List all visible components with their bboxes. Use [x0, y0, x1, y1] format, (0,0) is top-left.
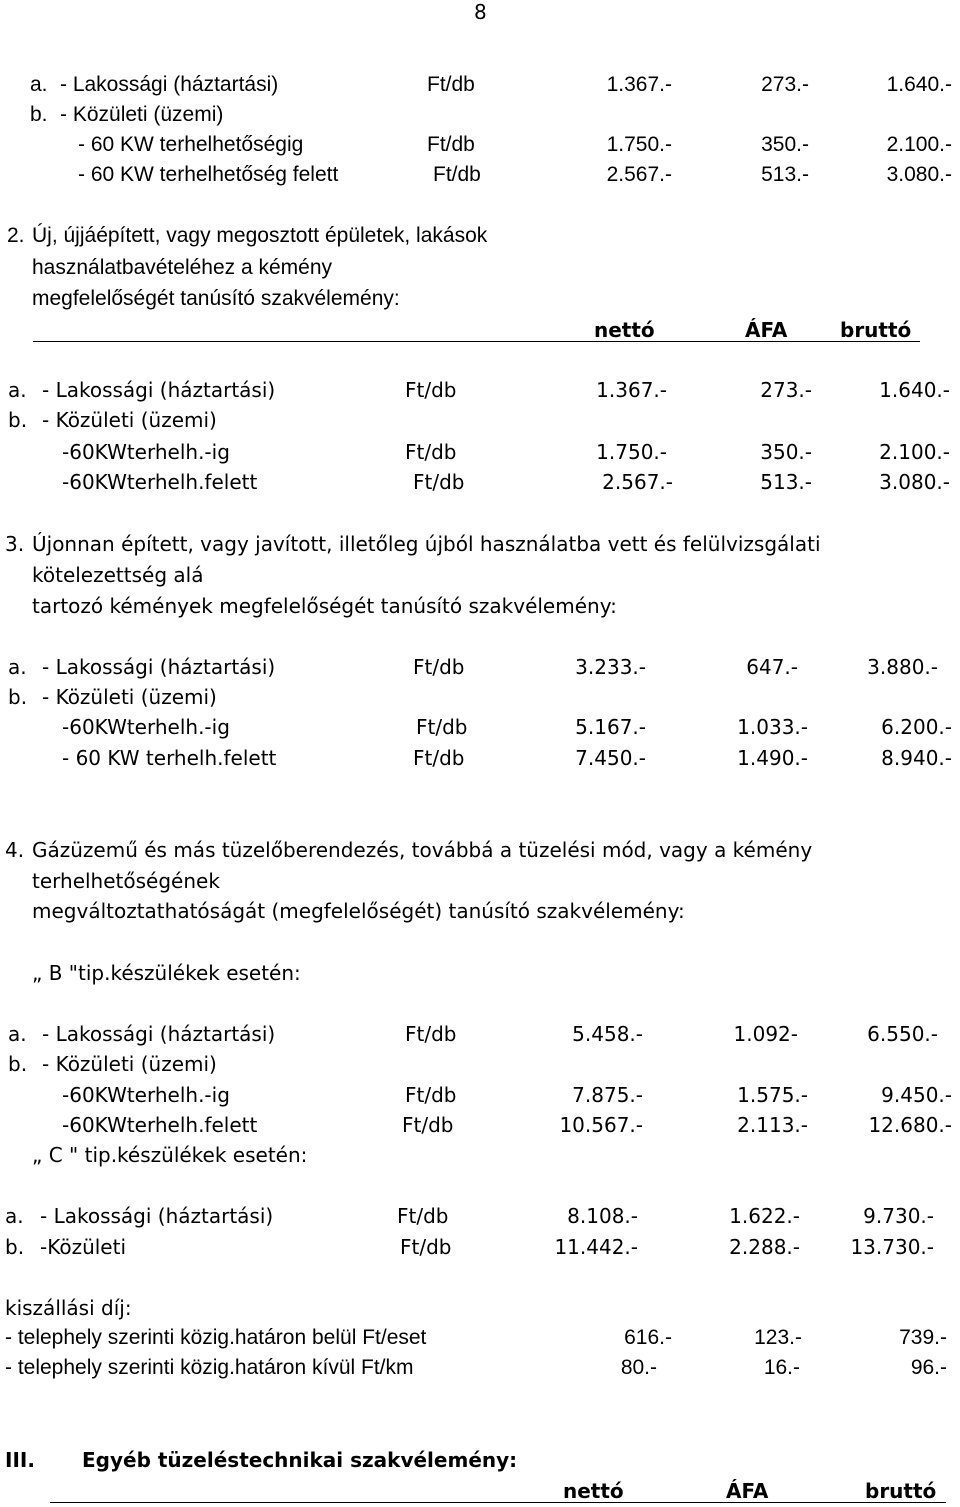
section-heading: megváltoztathatóságát (megfelelőségét) tanúsító szakvélemény: [32, 899, 685, 923]
row-netto: 1.750.- [606, 133, 672, 156]
row-label: - Lakossági (háztartási) [42, 378, 276, 402]
header-underline [50, 1502, 946, 1503]
row-unit: Ft/db [413, 655, 465, 679]
row-netto: 3.233.- [575, 655, 646, 679]
row-afa: 123.- [754, 1326, 802, 1349]
row-brutto: 9.450.- [881, 1083, 952, 1107]
row-label: -60KWterhelh.-ig [62, 440, 230, 464]
page-number: 8 [474, 0, 487, 24]
row-label: - Közületi (üzemi) [42, 408, 217, 432]
row-label: -60KWterhelh.-ig [62, 1083, 230, 1107]
row-label: - 60 KW terhelhetőség felett [78, 163, 339, 186]
row-netto: 8.108.- [567, 1204, 638, 1228]
row-key: a. [30, 73, 48, 96]
row-afa: 513.- [760, 470, 812, 494]
row-label: -60KWterhelh.-ig [62, 715, 230, 739]
row-key: a. [8, 655, 27, 679]
col-header-netto: nettó [563, 1479, 624, 1503]
row-label: -60KWterhelh.felett [62, 1113, 258, 1137]
col-header-afa: ÁFA [726, 1479, 769, 1503]
section-heading: terhelhetőségének [32, 869, 220, 893]
row-key: b. [8, 408, 28, 432]
travel-fee-title: kiszállási díj: [5, 1296, 132, 1320]
row-brutto: 3.080.- [879, 470, 950, 494]
row-afa: 350.- [761, 133, 809, 156]
row-unit: Ft/db [413, 746, 465, 770]
row-unit: Ft/db [405, 1083, 457, 1107]
section-heading: Újonnan épített, vagy javított, illetőleg újból használatba vett és felülvizsgálati [32, 532, 821, 556]
row-label: -Közületi [40, 1235, 127, 1259]
row-afa: 1.092- [733, 1022, 798, 1046]
row-brutto: 6.550.- [867, 1022, 938, 1046]
row-afa: 2.288.- [729, 1235, 800, 1259]
row-netto: 616.- [624, 1326, 672, 1349]
section-heading: Új, újjáépített, vagy megosztott épületek, lakások [32, 224, 488, 247]
row-brutto: 3.880.- [867, 655, 938, 679]
row-unit: Ft/db [416, 715, 468, 739]
row-afa: 16.- [763, 1356, 800, 1379]
row-afa: 1.033.- [737, 715, 808, 739]
row-label: - 60 KW terhelh.felett [62, 746, 277, 770]
row-netto: 80.- [620, 1356, 657, 1379]
row-unit: Ft/db [427, 133, 475, 156]
row-label: - telephely szerinti közig.határon belül Ft/eset [5, 1326, 427, 1349]
section-number: III. [5, 1448, 35, 1472]
row-brutto: 12.680.- [868, 1113, 952, 1137]
row-key: b. [8, 685, 28, 709]
row-label: -60KWterhelh.felett [62, 470, 258, 494]
row-afa: 273.- [761, 73, 809, 96]
row-unit: Ft/db [405, 1022, 457, 1046]
row-brutto: 2.100.- [879, 440, 950, 464]
row-netto: 1.367.- [596, 378, 667, 402]
row-netto: 2.567.- [602, 470, 673, 494]
row-label: - Közületi (üzemi) [60, 103, 224, 126]
section-heading: használatbavételéhez a kémény [32, 256, 333, 279]
section-number: 2. [7, 224, 25, 247]
section-heading: kötelezettség alá [32, 563, 204, 587]
row-brutto: 96.- [910, 1356, 947, 1379]
row-unit: Ft/db [405, 440, 457, 464]
row-key: a. [8, 1022, 27, 1046]
col-header-netto: nettó [594, 318, 655, 342]
row-label: - telephely szerinti közig.határon kívül Ft/km [5, 1356, 414, 1379]
row-unit: Ft/db [400, 1235, 452, 1259]
row-label: - Lakossági (háztartási) [42, 655, 276, 679]
row-key: a. [8, 378, 27, 402]
row-label: - Lakossági (háztartási) [40, 1204, 274, 1228]
row-label: - 60 KW terhelhetőségig [78, 133, 304, 156]
row-key: a. [5, 1204, 24, 1228]
row-brutto: 6.200.- [881, 715, 952, 739]
row-netto: 5.167.- [575, 715, 646, 739]
section-heading: Egyéb tüzeléstechnikai szakvélemény: [82, 1448, 518, 1472]
row-label: - Lakossági (háztartási) [60, 73, 279, 96]
row-netto: 11.442.- [554, 1235, 638, 1259]
row-label: - Közületi (üzemi) [42, 685, 217, 709]
row-netto: 7.875.- [572, 1083, 643, 1107]
section-heading: tartozó kémények megfelelőségét tanúsító szakvélemény: [32, 594, 617, 618]
row-brutto: 3.080.- [886, 163, 952, 186]
row-brutto: 9.730.- [863, 1204, 934, 1228]
subheading-c-type: „ C " tip.készülékek esetén: [32, 1143, 308, 1167]
row-netto: 7.450.- [575, 746, 646, 770]
section-number: 4. [5, 838, 25, 862]
row-label: - Közületi (üzemi) [42, 1052, 217, 1076]
row-brutto: 1.640.- [886, 73, 952, 96]
row-unit: Ft/db [427, 73, 475, 96]
row-key: b. [8, 1052, 28, 1076]
row-brutto: 8.940.- [881, 746, 952, 770]
row-unit: Ft/db [405, 378, 457, 402]
row-unit: Ft/db [413, 470, 465, 494]
row-afa: 513.- [761, 163, 809, 186]
row-key: b. [5, 1235, 25, 1259]
section-number: 3. [5, 532, 25, 556]
row-netto: 10.567.- [559, 1113, 643, 1137]
row-afa: 273.- [760, 378, 812, 402]
col-header-brutto: bruttó [865, 1479, 937, 1503]
subheading-b-type: „ B "tip.készülékek esetén: [32, 961, 301, 985]
row-brutto: 1.640.- [879, 378, 950, 402]
row-brutto: 13.730.- [850, 1235, 934, 1259]
row-unit: Ft/db [402, 1113, 454, 1137]
row-afa: 350.- [760, 440, 812, 464]
row-afa: 1.490.- [737, 746, 808, 770]
row-afa: 1.622.- [729, 1204, 800, 1228]
row-afa: 647.- [746, 655, 798, 679]
col-header-afa: ÁFA [745, 318, 788, 342]
row-afa: 2.113.- [737, 1113, 808, 1137]
row-brutto: 2.100.- [886, 133, 952, 156]
row-netto: 1.750.- [596, 440, 667, 464]
row-netto: 5.458.- [572, 1022, 643, 1046]
section-heading: megfelelőségét tanúsító szakvélemény: [32, 287, 400, 310]
row-netto: 2.567.- [606, 163, 672, 186]
row-brutto: 739.- [899, 1326, 947, 1349]
col-header-brutto: bruttó [840, 318, 912, 342]
section-heading: Gázüzemű és más tüzelőberendezés, továbbá a tüzelési mód, vagy a kémény [32, 838, 813, 862]
row-key: b. [30, 103, 48, 126]
row-netto: 1.367.- [606, 73, 672, 96]
row-afa: 1.575.- [737, 1083, 808, 1107]
row-unit: Ft/db [397, 1204, 449, 1228]
row-label: - Lakossági (háztartási) [42, 1022, 276, 1046]
row-unit: Ft/db [433, 163, 481, 186]
